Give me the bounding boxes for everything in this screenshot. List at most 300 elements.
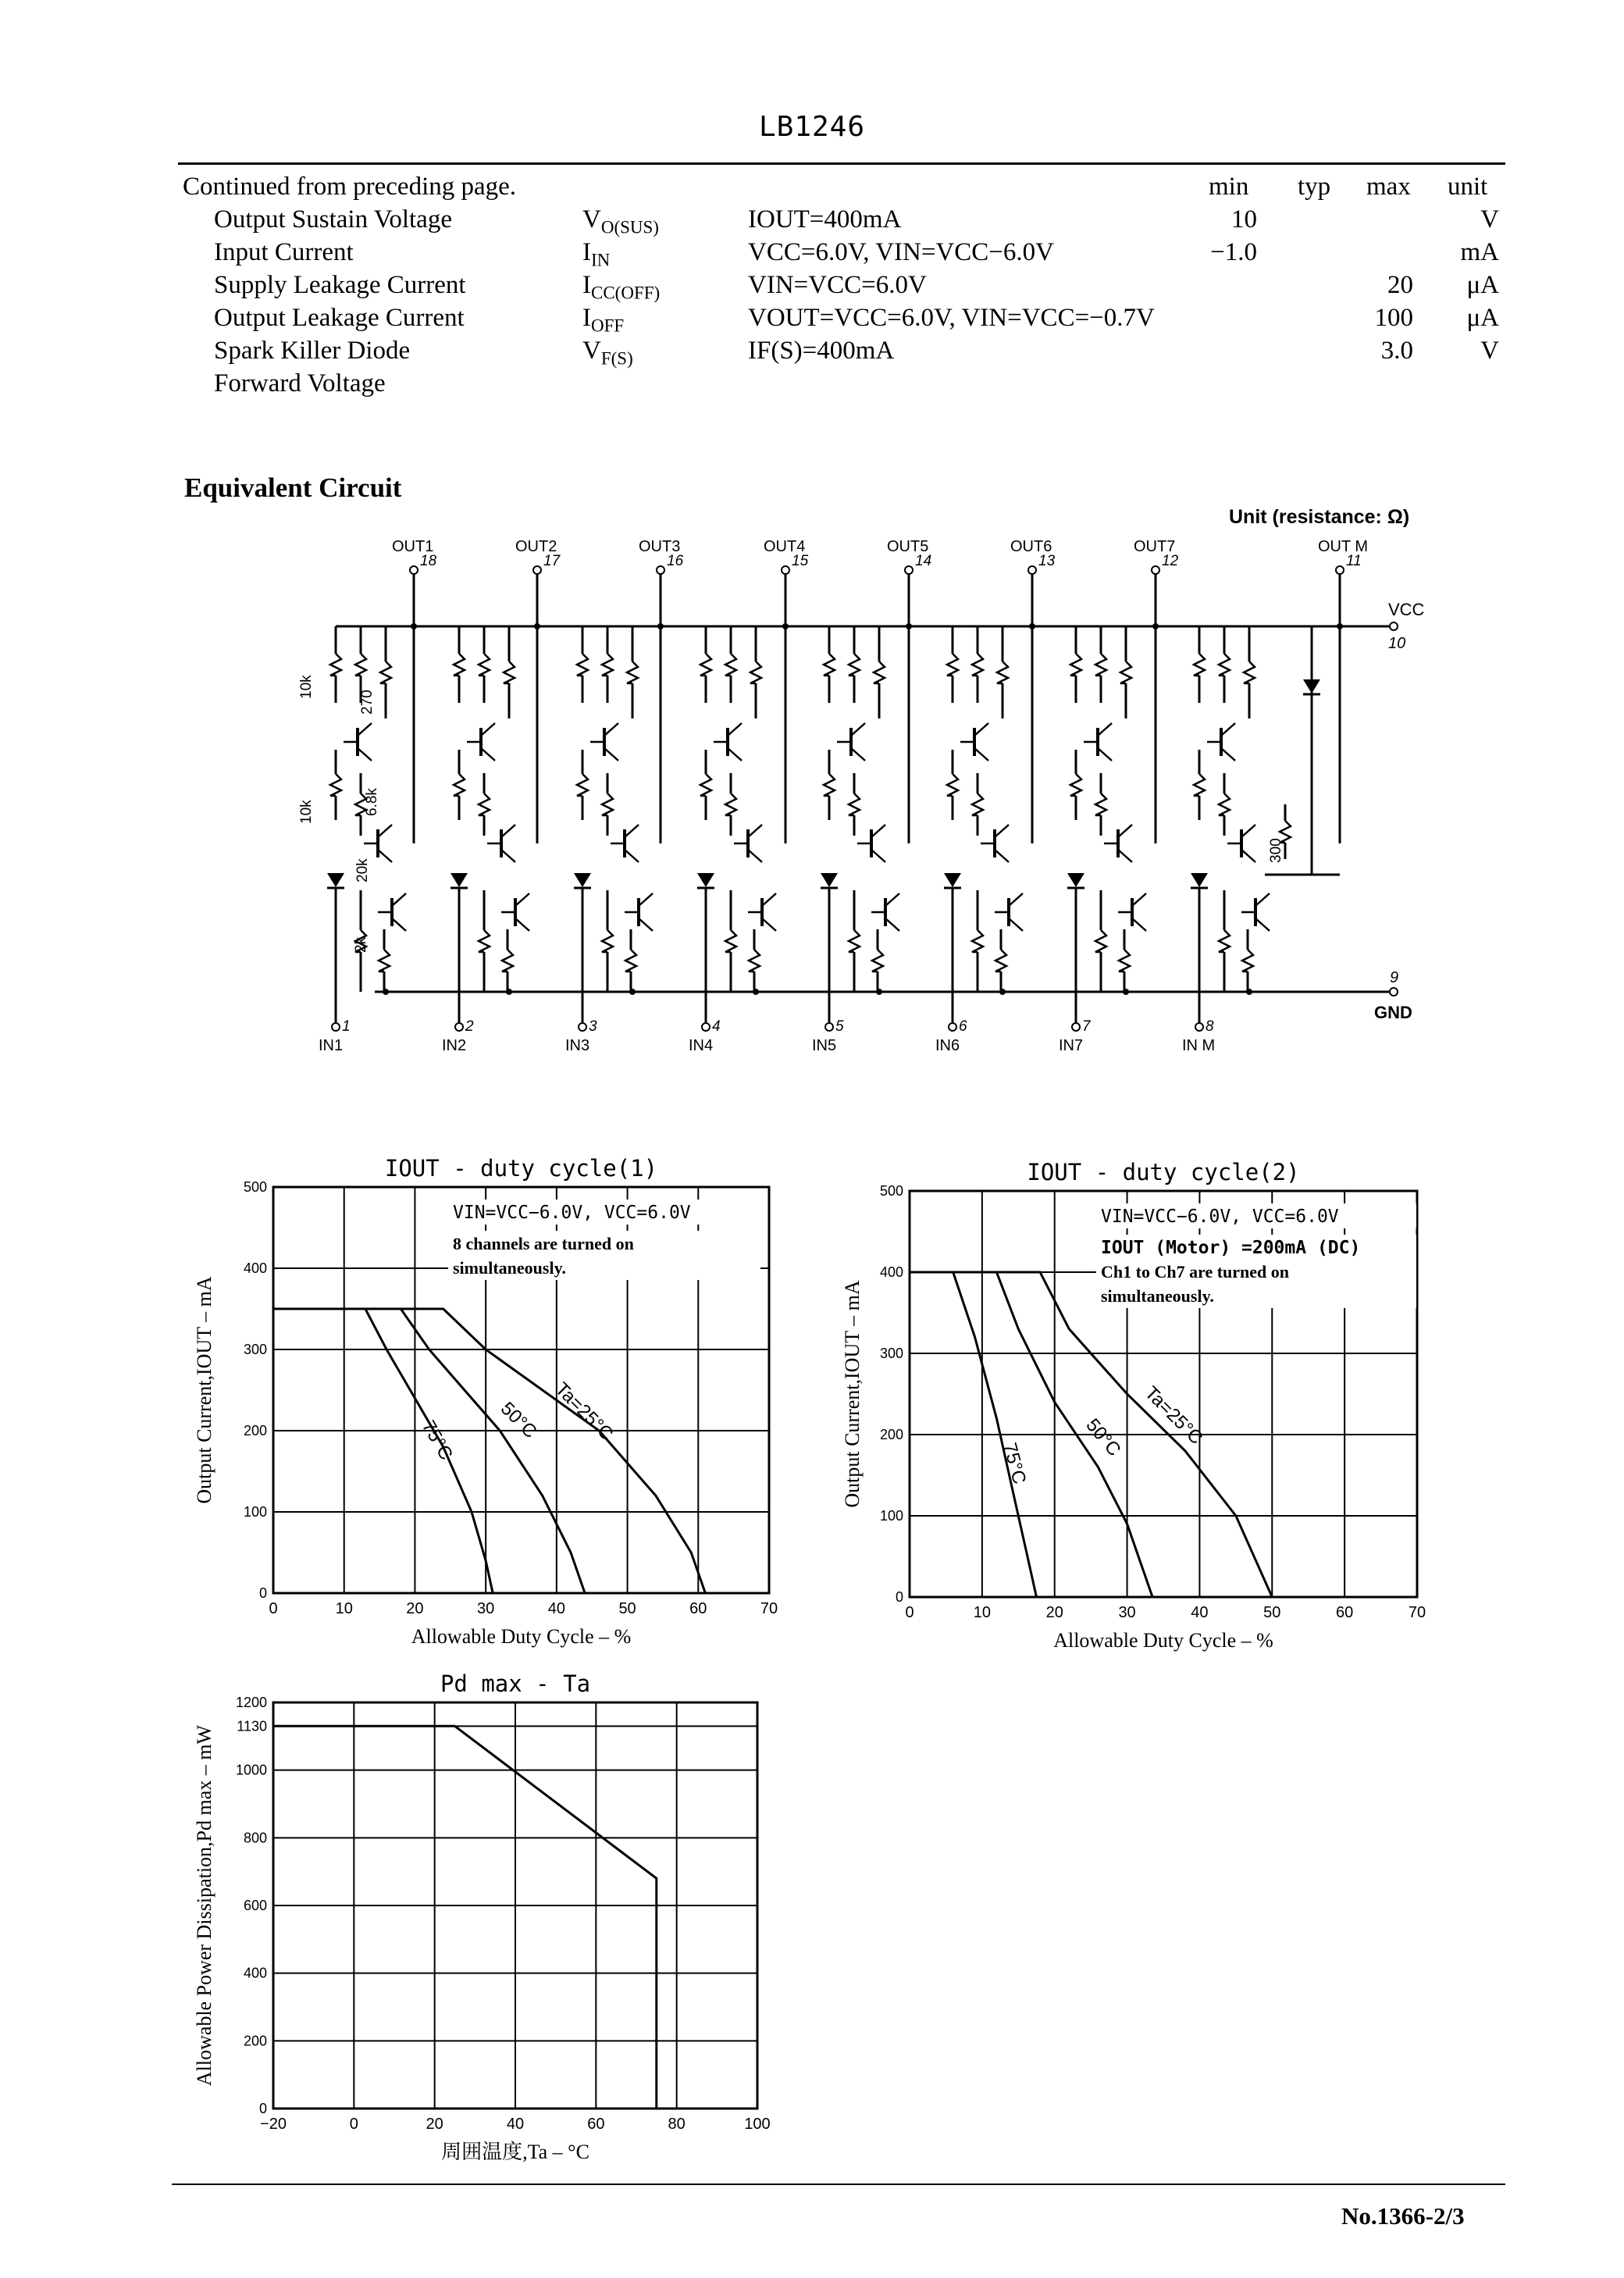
resistor [454, 654, 465, 676]
resistor [849, 654, 860, 676]
transistor-collector [358, 723, 372, 736]
output-label: OUT3 [639, 539, 681, 555]
transistor-emitter [392, 918, 406, 931]
resistor [625, 950, 636, 971]
junction-dot [1337, 623, 1343, 629]
resistor [1244, 661, 1255, 683]
x-tick-label: 10 [973, 1604, 991, 1621]
spec-max: 100 [1374, 304, 1413, 332]
chart-title: IOUT - duty cycle(1) [384, 1155, 658, 1182]
spec-condition: VCC=6.0V, VIN=VCC−6.0V [748, 238, 1055, 266]
diode [1191, 873, 1208, 887]
transistor-emitter [728, 748, 742, 761]
junction-dot [411, 623, 417, 629]
junction-dot [999, 989, 1006, 995]
resistor [725, 930, 736, 952]
input-label: IN3 [565, 1037, 590, 1054]
transistor-emitter [515, 918, 529, 931]
x-tick-label: 0 [349, 2116, 358, 2133]
transistor-emitter [481, 748, 495, 761]
x-tick-label: −20 [260, 2116, 287, 2133]
x-tick-label: 10 [335, 1600, 353, 1617]
spec-param: Forward Voltage [214, 369, 386, 397]
chart-iout-duty-cycle-2 [835, 1144, 1444, 1659]
col-header-max: max [1366, 173, 1411, 201]
x-tick-label: 60 [689, 1600, 707, 1617]
y-tick-label: 0 [895, 1589, 903, 1605]
vcc-terminal [1390, 622, 1398, 630]
resistor [824, 774, 835, 796]
junction-dot [1152, 623, 1159, 629]
transistor-collector [748, 825, 762, 837]
input-label: IN5 [812, 1037, 837, 1054]
output-terminal [657, 566, 664, 574]
x-tick-label: 30 [1118, 1604, 1136, 1621]
document-number: No.1366-2/3 [1341, 2202, 1465, 2230]
resistor [700, 654, 711, 676]
spec-unit: μA [1466, 271, 1499, 299]
input-label: IN4 [689, 1037, 714, 1054]
spec-min: 10 [1231, 205, 1257, 234]
output-pin: 12 [1162, 553, 1179, 569]
y-tick-label: 200 [879, 1427, 903, 1442]
y-tick-label: 600 [243, 1898, 267, 1913]
col-header-unit: unit [1448, 173, 1488, 201]
transistor-emitter [1255, 918, 1270, 931]
diode [451, 873, 468, 887]
input-pin: 3 [589, 1018, 597, 1035]
transistor-emitter [885, 918, 899, 931]
resistor [997, 661, 1008, 683]
transistor-collector [604, 723, 618, 736]
output-label: OUT2 [515, 539, 557, 555]
x-tick-label: 60 [587, 2116, 605, 2133]
transistor-collector [1241, 825, 1255, 837]
col-header-typ: typ [1298, 173, 1331, 201]
chart-annotation: Ch1 to Ch7 are turned on [1101, 1262, 1290, 1282]
output-pin: 15 [792, 553, 809, 569]
output-pin: 16 [667, 553, 684, 569]
input-terminal [702, 1023, 710, 1031]
output-terminal [1028, 566, 1036, 574]
transistor-emitter [378, 850, 392, 862]
transistor-emitter [1118, 850, 1132, 862]
resistor [454, 774, 465, 796]
input-terminal [825, 1023, 833, 1031]
resistor [1194, 654, 1205, 676]
x-axis-label: Allowable Duty Cycle – % [1053, 1629, 1273, 1652]
transistor-collector [1118, 825, 1132, 837]
resistor [1095, 654, 1106, 676]
transistor-collector [625, 825, 639, 837]
transistor-collector [1221, 723, 1235, 736]
junction-dot [506, 989, 512, 995]
junction-dot [1246, 989, 1252, 995]
diode [821, 873, 838, 887]
transistor-collector [762, 893, 776, 906]
output-pin: 17 [543, 553, 561, 569]
diode [1067, 873, 1084, 887]
spec-unit: V [1480, 205, 1499, 234]
chart-annotation: simultaneously. [1101, 1286, 1214, 1306]
spec-max: 3.0 [1380, 337, 1413, 365]
input-terminal [1072, 1023, 1080, 1031]
y-tick-label: 400 [243, 1965, 267, 1981]
spec-symbol-sub: O(SUS) [600, 217, 659, 237]
series-label: Ta=25°C [550, 1378, 618, 1446]
junction-dot [782, 623, 789, 629]
resistor [947, 774, 958, 796]
resistor [1095, 793, 1106, 815]
output-terminal [905, 566, 913, 574]
resistor [1070, 654, 1081, 676]
input-pin: 4 [712, 1018, 721, 1035]
resistor [577, 774, 588, 796]
resistor [1120, 661, 1131, 683]
spec-symbol-main: V [582, 337, 601, 365]
resistor [577, 654, 588, 676]
x-tick-label: 80 [668, 2116, 686, 2133]
input-pin: 7 [1082, 1018, 1091, 1035]
resistor [602, 930, 613, 952]
x-tick-label: 20 [1045, 1604, 1063, 1621]
input-pin: 6 [959, 1018, 967, 1035]
y-tick-label: 1200 [235, 1695, 267, 1710]
x-axis-label: Allowable Duty Cycle – % [411, 1625, 632, 1648]
output-pin: 14 [915, 553, 932, 569]
y-tick-label: 200 [243, 1423, 267, 1438]
chart-pd-max-ta [187, 1659, 796, 2167]
spec-symbol [582, 334, 633, 376]
gnd-terminal [1390, 988, 1398, 996]
input-terminal [455, 1023, 463, 1031]
junction-dot [753, 989, 759, 995]
input-label: IN2 [442, 1037, 467, 1054]
transistor-emitter [358, 748, 372, 761]
resistor [330, 654, 341, 676]
resistor [849, 930, 860, 952]
resistor [379, 950, 390, 971]
junction-dot [657, 623, 664, 629]
resistor [1194, 774, 1205, 796]
junction-dot [629, 989, 636, 995]
transistor-collector [1255, 893, 1270, 906]
transistor-collector [995, 825, 1009, 837]
y-tick-label: 1130 [237, 1718, 267, 1734]
spec-unit: V [1480, 337, 1499, 365]
y-tick-label: 400 [243, 1260, 267, 1276]
series-label: 75°C [999, 1440, 1031, 1487]
resistor [1219, 654, 1230, 676]
equivalent-circuit-title: Equivalent Circuit [184, 472, 402, 503]
y-tick-label: 100 [879, 1508, 903, 1524]
transistor-collector [515, 893, 529, 906]
input-terminal [949, 1023, 956, 1031]
spec-symbol-main: I [582, 238, 591, 266]
spec-param: Output Sustain Voltage [214, 205, 452, 234]
diode [944, 873, 961, 887]
diode [327, 873, 344, 887]
resistor [824, 654, 835, 676]
spec-max: 20 [1387, 271, 1413, 299]
output-label: OUT6 [1010, 539, 1052, 555]
transistor-emitter [762, 918, 776, 931]
x-tick-label: 40 [1191, 1604, 1209, 1621]
transistor-emitter [1009, 918, 1023, 931]
input-pin: 2 [465, 1018, 474, 1035]
resistor [502, 950, 513, 971]
gnd-label: GND [1374, 1003, 1412, 1022]
spec-param: Spark Killer Diode [214, 337, 411, 365]
spec-symbol-sub: CC(OFF) [591, 283, 661, 303]
resistor [504, 661, 515, 683]
resistor [725, 654, 736, 676]
resistor-value-label: 20k [354, 858, 371, 882]
equivalent-circuit-diagram [0, 539, 1624, 1070]
junction-dot [383, 989, 389, 995]
y-tick-label: 300 [879, 1346, 903, 1361]
spec-unit: μA [1466, 304, 1499, 332]
resistor [1095, 930, 1106, 952]
input-terminal [579, 1023, 586, 1031]
resistor [1219, 793, 1230, 815]
series-line [273, 1309, 705, 1593]
resistor [1070, 774, 1081, 796]
transistor-emitter [604, 748, 618, 761]
page-header-part-number: LB1246 [758, 111, 866, 143]
x-tick-label: 50 [1263, 1604, 1281, 1621]
chart-annotation: 8 channels are turned on [453, 1234, 634, 1253]
spec-symbol-main: I [582, 304, 591, 332]
diode [697, 873, 714, 887]
transistor-emitter [1241, 850, 1255, 862]
resistor [330, 774, 341, 796]
output-pin: 11 [1346, 553, 1362, 569]
series-label: Ta=25°C [1140, 1382, 1207, 1449]
input-label: IN7 [1059, 1037, 1084, 1054]
output-terminal [1152, 566, 1159, 574]
y-tick-label: 400 [879, 1264, 903, 1280]
transistor-collector [481, 723, 495, 736]
header-rule [178, 162, 1505, 165]
x-tick-label: 40 [547, 1600, 565, 1617]
transistor-emitter [871, 850, 885, 862]
spec-symbol-main: I [582, 271, 591, 299]
spec-param: Supply Leakage Current [214, 271, 466, 299]
transistor-collector [501, 825, 515, 837]
resistor [995, 950, 1006, 971]
resistor-value-label: 10k [298, 800, 315, 824]
chart-iout-duty-cycle-1 [187, 1140, 796, 1656]
series-line [273, 1309, 585, 1593]
resistor [749, 950, 760, 971]
input-label: IN M [1182, 1037, 1216, 1054]
transistor-collector [728, 723, 742, 736]
junction-dot [534, 623, 540, 629]
transistor-emitter [974, 748, 988, 761]
y-axis-label: Allowable Power Dissipation,Pd max – mW [193, 1724, 215, 2087]
transistor-collector [1098, 723, 1112, 736]
transistor-emitter [1132, 918, 1146, 931]
resistor [849, 793, 860, 815]
resistor [602, 793, 613, 815]
resistor-value-label: 10k [298, 675, 315, 699]
transistor-emitter [1221, 748, 1235, 761]
input-pin: 8 [1206, 1018, 1214, 1035]
input-terminal [332, 1023, 340, 1031]
transistor-collector [392, 893, 406, 906]
resistor-value-label: 2k [353, 936, 369, 953]
resistor [355, 654, 366, 676]
transistor-emitter [748, 850, 762, 862]
input-label: IN1 [319, 1037, 344, 1054]
junction-dot [1029, 623, 1035, 629]
spec-param: Output Leakage Current [214, 304, 465, 332]
chart-annotation: VIN=VCC−6.0V, VCC=6.0V [453, 1203, 691, 1223]
series-line [273, 1726, 657, 2109]
x-tick-label: 0 [269, 1600, 278, 1617]
spec-condition: IF(S)=400mA [748, 337, 895, 365]
output-terminal [1336, 566, 1344, 574]
x-tick-label: 40 [506, 2116, 525, 2133]
y-tick-label: 0 [258, 1585, 267, 1601]
x-tick-label: 100 [744, 2116, 771, 2133]
y-tick-label: 800 [243, 1830, 267, 1846]
output-terminal [410, 566, 418, 574]
spec-symbol-main: V [582, 205, 601, 234]
output-terminal [782, 566, 789, 574]
y-tick-label: 300 [243, 1342, 267, 1357]
transistor-emitter [501, 850, 515, 862]
transistor-emitter [995, 850, 1009, 862]
resistor [602, 654, 613, 676]
x-tick-label: 30 [477, 1600, 495, 1617]
output-pin: 13 [1038, 553, 1056, 569]
x-tick-label: 0 [905, 1604, 914, 1621]
resistor [874, 661, 885, 683]
transistor-collector [1132, 893, 1146, 906]
input-label: IN6 [935, 1037, 960, 1054]
resistor [1119, 950, 1130, 971]
transistor-collector [639, 893, 653, 906]
spec-unit: mA [1460, 238, 1499, 266]
chart-title: Pd max - Ta [440, 1670, 591, 1697]
continued-note: Continued from preceding page. [183, 173, 517, 201]
resistance-unit-note: Unit (resistance: Ω) [1229, 506, 1410, 528]
y-tick-label: 1000 [235, 1762, 267, 1778]
spec-symbol-sub: F(S) [600, 348, 633, 369]
input-pin: 5 [835, 1018, 844, 1035]
spec-symbol-sub: OFF [591, 315, 625, 336]
spec-condition: VIN=VCC=6.0V [748, 271, 927, 299]
transistor-collector [974, 723, 988, 736]
resistor [725, 793, 736, 815]
resistor [380, 661, 391, 683]
output-label: OUT5 [887, 539, 929, 555]
vcc-label: VCC [1388, 600, 1425, 619]
x-tick-label: 20 [406, 1600, 424, 1617]
spec-min: −1.0 [1210, 238, 1257, 266]
transistor-collector [378, 825, 392, 837]
resistor [972, 793, 983, 815]
transistor-emitter [1098, 748, 1112, 761]
resistor [947, 654, 958, 676]
spec-param: Input Current [214, 238, 354, 266]
footer-rule [172, 2184, 1505, 2185]
output-pin: 18 [420, 553, 437, 569]
resistor [479, 654, 490, 676]
vcc-pin: 10 [1388, 635, 1406, 652]
series-label: 50°C [1081, 1414, 1125, 1460]
y-tick-label: 200 [243, 2033, 267, 2049]
chart-annotation: simultaneously. [453, 1258, 566, 1278]
y-tick-label: 500 [879, 1183, 903, 1199]
resistor-value-label: 300 [1268, 838, 1284, 863]
output-terminal [533, 566, 541, 574]
col-header-min: min [1209, 173, 1249, 201]
output-label: OUT1 [392, 539, 434, 555]
output-label: OUT4 [764, 539, 806, 555]
transistor-emitter [851, 748, 865, 761]
spec-condition: VOUT=VCC=6.0V, VIN=VCC=−0.7V [748, 304, 1155, 332]
junction-dot [906, 623, 912, 629]
resistor-value-label: 6.8k [364, 788, 380, 816]
transistor-emitter [625, 850, 639, 862]
input-pin: 1 [342, 1018, 351, 1035]
resistor [972, 930, 983, 952]
x-tick-label: 70 [760, 1600, 778, 1617]
y-axis-label: Output Current,IOUT – mA [193, 1276, 215, 1504]
diode [574, 873, 591, 887]
output-label: OUT M [1318, 539, 1369, 555]
gnd-pin: 9 [1390, 969, 1399, 986]
resistor-value-label: 270 [359, 690, 376, 715]
resistor [700, 774, 711, 796]
chart-annotation: IOUT (Motor) =200mA (DC) [1101, 1238, 1361, 1258]
transistor-collector [851, 723, 865, 736]
transistor-collector [885, 893, 899, 906]
y-tick-label: 100 [243, 1504, 267, 1520]
y-tick-label: 500 [243, 1179, 267, 1195]
resistor [627, 661, 638, 683]
series-label: 50°C [496, 1398, 541, 1443]
transistor-collector [871, 825, 885, 837]
spec-condition: IOUT=400mA [748, 205, 902, 234]
transistor-collector [1009, 893, 1023, 906]
x-tick-label: 70 [1408, 1604, 1426, 1621]
transistor-emitter [639, 918, 653, 931]
junction-dot [1123, 989, 1129, 995]
resistor [872, 950, 883, 971]
resistor [1219, 930, 1230, 952]
resistor [750, 661, 761, 683]
series-label: 75°C [417, 1417, 457, 1464]
x-tick-label: 20 [426, 2116, 443, 2133]
y-tick-label: 0 [258, 2101, 267, 2116]
series-line [273, 1309, 493, 1593]
chart-title: IOUT - duty cycle(2) [1027, 1159, 1300, 1185]
junction-dot [876, 989, 882, 995]
output-label: OUT7 [1134, 539, 1176, 555]
spec-symbol-sub: IN [591, 250, 611, 270]
resistor [972, 654, 983, 676]
y-axis-label: Output Current,IOUT – mA [841, 1280, 864, 1508]
x-tick-label: 50 [618, 1600, 636, 1617]
chart-annotation: VIN=VCC−6.0V, VCC=6.0V [1101, 1207, 1339, 1227]
resistor [1242, 950, 1253, 971]
input-terminal [1195, 1023, 1203, 1031]
x-axis-label: 周囲温度,Ta – °C [441, 2141, 589, 2163]
